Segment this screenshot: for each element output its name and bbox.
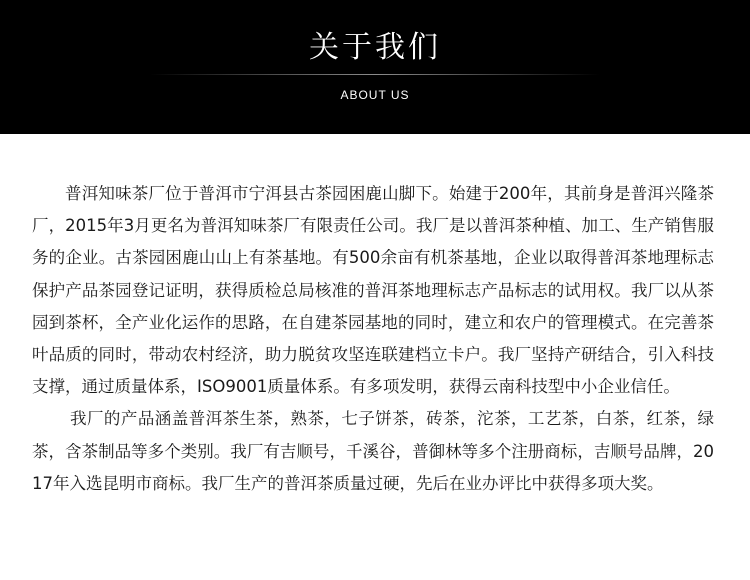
about-content bbox=[32, 178, 714, 500]
page-subtitle: ABOUT US bbox=[340, 88, 410, 102]
about-paragraph-1: 普洱知味茶厂位于普洱市宁洱县古茶园困鹿山脚下。始建于200年，其前身是普洱兴隆茶厂，2015年3月更名为普洱知味茶厂有限责任公司。我厂是以普洱茶种植、加工、生产销售服务的企业。古茶园困鹿山山上有茶基地。有500余亩有机茶基地，企业以取得普洱茶地理标志保护产品茶园登记证明，获得质检总局核准的普洱茶地理标志产品标志的试用权。我厂以从茶园到茶杯，全产业化运作的思路，在自建茶园基地的同时，建立和农户的管理模式。在完善茶叶品质的同时，带动农村经济，助力脱贫攻坚连联建档立卡户。我厂坚持产研结合，引入科技支撑，通过质量体系，ISO9001质量体系。有多项发明，获得云南科技型中小企业信任。 bbox=[32, 184, 714, 397]
header-banner bbox=[0, 0, 750, 134]
page-title: 关于我们 bbox=[309, 30, 441, 65]
about-paragraph-2: 我厂的产品涵盖普洱茶生茶，熟茶，七子饼茶，砖茶，沱茶，工艺茶，白茶，红茶，绿茶，含茶制品等多个类别。我厂有吉顺号，千溪谷，普御林等多个注册商标，吉顺号品牌，2017年入选昆明市商标。我厂生产的普洱茶质量过硬，先后在业办评比中获得多项大奖。 bbox=[32, 409, 714, 493]
title-divider bbox=[150, 74, 600, 75]
